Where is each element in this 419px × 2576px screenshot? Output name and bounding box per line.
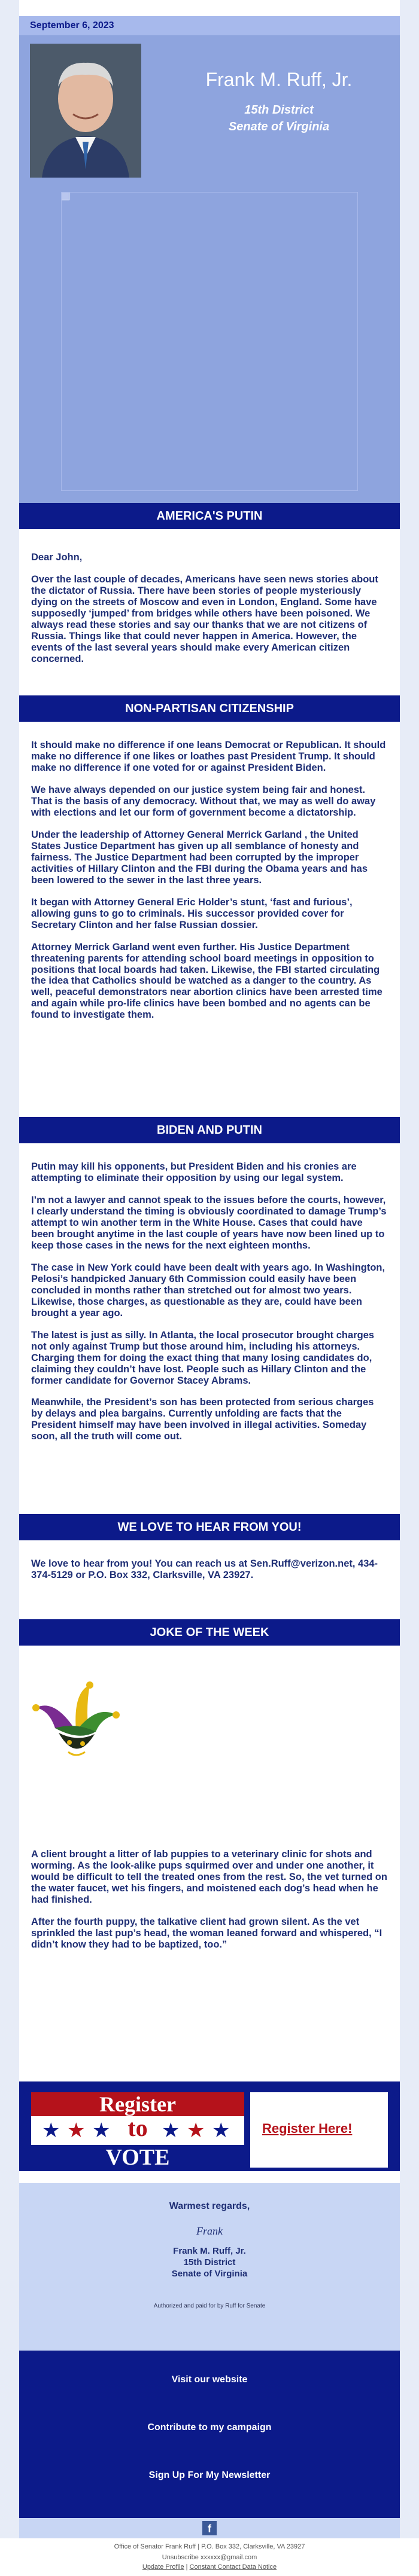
update-profile-link[interactable]: Update Profile xyxy=(142,2563,184,2571)
date: September 6, 2023 xyxy=(30,20,114,30)
signoff-district: 15th District xyxy=(183,2257,236,2267)
signature: Frank xyxy=(196,2225,223,2237)
cc-data-notice-link[interactable]: Constant Contact Data Notice xyxy=(189,2563,277,2571)
section-americas-putin xyxy=(19,529,400,697)
vote-word: VOTE xyxy=(31,2142,244,2168)
paragraph: Under the leadership of Attorney General Merrick Garland , the United States Justice Department has given up all semblance of honesty and fairness. The Justice Department had been corrupted by the improper activities of Hillary Clinton and the FBI during the Obama years and has been lowered to the sewer in the last three years. xyxy=(31,829,368,886)
register-link-box xyxy=(250,2092,388,2168)
register-word: Register xyxy=(31,2092,244,2116)
visit-website-link[interactable]: Visit our website xyxy=(171,2374,248,2385)
greeting: Dear John, xyxy=(31,552,83,563)
paragraph: Attorney Merrick Garland went even further. His Justice Department threatening parents for attending school board meetings in opposition to positions that local boards had taken. Likewise, the FBI started circulating the idea that Catholics should be watched as a danger to the country. As well, peaceful demonstrators near abortion clinics have been arrested time and again while pro-life clinics have been bombed and no agents can be found to investigate them. xyxy=(31,941,382,1021)
paragraph: I’m not a lawyer and cannot speak to the issues before the courts, however, I clearly understand the timing is obviously coordinated to damage Trump’s attempt to win another term in the White House. Cases that could have been brought anytime in the last couple of years have now been lined up to keep those cases in the news for the next eighteen months. xyxy=(31,1194,387,1251)
star-icon: ★ xyxy=(92,2119,111,2142)
star-icon: ★ xyxy=(67,2119,86,2142)
social-strip xyxy=(19,2518,400,2538)
contribute-link[interactable]: Contribute to my campaign xyxy=(147,2422,272,2432)
header xyxy=(19,35,400,180)
paragraph: Meanwhile, the President’s son has been protected from serious charges by delays and plea bargains. Currently unfolding are facts that the President himself may have been involved in illegal activities. Someday soon, all the truth will come out. xyxy=(31,1397,374,1442)
footer-address: Office of Senator Frank Ruff | P.O. Box 332, Clarksville, VA 23927 xyxy=(114,2543,305,2550)
senator-name: Frank M. Ruff, Jr. xyxy=(205,69,353,90)
stars-row xyxy=(31,2116,244,2142)
register-banner xyxy=(19,2081,400,2171)
paragraph: Putin may kill his opponents, but President Biden and his cronies are attempting to eliminate their opposition by using our legal system. xyxy=(31,1161,357,1183)
register-to-vote-graphic[interactable] xyxy=(31,2092,244,2168)
section-title-biden-putin: BIDEN AND PUTIN xyxy=(19,1117,400,1143)
links-block xyxy=(19,2351,400,2518)
paragraph: After the fourth puppy, the talkative client had grown silent. As the vet sprinkled the last pup’s head, the woman leaned forward and whispered, “I didn’t know they had to be baptized, too.” xyxy=(31,1916,382,1950)
hero-image-placeholder xyxy=(61,192,358,491)
joke-text xyxy=(31,1849,388,1961)
star-icon: ★ xyxy=(162,2119,180,2142)
section-joke xyxy=(19,1646,400,2081)
jester-hat-icon xyxy=(31,1674,121,1776)
footer xyxy=(0,2538,419,2576)
paragraph: The case in New York could have been dealt with years ago. In Washington, Pelosi’s handpicked January 6th Commission could easily have been concluded in months rather than stretched out for almost two years. Likewise, those charges, as questionable as they are, could have been brought a year ago. xyxy=(31,1262,385,1318)
section-title-joke: JOKE OF THE WEEK xyxy=(19,1619,400,1646)
contact-paragraph: We love to hear from you! You can reach us at Sen.Ruff@verizon.net, 434-374-5129 or P.O. Box 332, Clarksville, VA 23927. xyxy=(31,1558,378,1580)
star-icon: ★ xyxy=(42,2119,60,2142)
senator-photo xyxy=(30,44,141,178)
to-word: to xyxy=(127,2114,148,2141)
signoff xyxy=(19,2183,400,2351)
section-title-hear-from-you: WE LOVE TO HEAR FROM YOU! xyxy=(19,1514,400,1540)
paragraph: We have always depended on our justice system being fair and honest. That is the basis of any democracy. Without that, we may as well do away with elections and let our form of government become a dictatorship. xyxy=(31,784,376,818)
section-title-non-partisan: NON-PARTISAN CITIZENSHIP xyxy=(19,695,400,722)
footer-separator: | xyxy=(186,2563,188,2571)
paragraph: The latest is just as silly. In Atlanta, the local prosecutor brought charges not only against Trump but those around him, including his attorneys. Charging them for doing the exact thing that many losing candidates do, claiming they couldn’t have lost. People such as Hillary Clinton and the former candidate for Governor Stacey Abrams. xyxy=(31,1329,375,1386)
signoff-chamber: Senate of Virginia xyxy=(171,2269,248,2279)
section-title-americas-putin: AMERICA'S PUTIN xyxy=(19,503,400,529)
section-biden-putin xyxy=(19,1143,400,1514)
paragraph: It began with Attorney General Eric Holder’s stunt, ‘fast and furious’, allowing guns to go to criminals. His successor provided cover for Secretary Clinton and her false Russian dossier. xyxy=(31,896,353,930)
chamber: Senate of Virginia xyxy=(228,120,330,133)
unsubscribe-link[interactable]: Unsubscribe xxxxxx@gmail.com xyxy=(162,2554,257,2561)
regards: Warmest regards, xyxy=(169,2201,250,2211)
date-bar xyxy=(19,16,400,35)
section-hear-from-you xyxy=(19,1540,400,1619)
paragraph: It should make no difference if one leans Democrat or Republican. It should make no difference if one likes or loathes past President Trump. It should make no difference if one voted for or against President Biden. xyxy=(31,740,386,773)
paragraph: A client brought a litter of lab puppies to a veterinary clinic for shots and worming. As the look-alike pups squirmed over and under one another, it would be difficult to tell the treated ones from the rest. So, the vet turned on the water faucet, wet his fingers, and moistened each dog’s head when he had finished. xyxy=(31,1849,387,1905)
facebook-icon[interactable]: f xyxy=(202,2521,217,2535)
authorized-text: Authorized and paid for by Ruff for Senate xyxy=(153,2303,266,2309)
star-icon: ★ xyxy=(212,2119,230,2142)
hero-image-area xyxy=(19,180,400,503)
section-non-partisan xyxy=(19,722,400,1116)
register-here-link[interactable]: Register Here! xyxy=(262,2121,353,2136)
paragraph: Over the last couple of decades, Americans have seen news stories about the dictator of Russia. There have been stories of people mysteriously dying on the streets of Moscow and even in London, England. Some have supposedly ‘jumped’ from bridges while others have been poisoned. We always read these stories and say our thanks that we are not citizens of Russia. Things like that could never happen in America. However, the events of the last several years should make every American citizen concerned. xyxy=(31,573,378,664)
star-icon: ★ xyxy=(187,2119,205,2142)
district: 15th District xyxy=(244,103,314,117)
signoff-name: Frank M. Ruff, Jr. xyxy=(173,2246,246,2256)
newsletter-signup-link[interactable]: Sign Up For My Newsletter xyxy=(148,2470,271,2480)
